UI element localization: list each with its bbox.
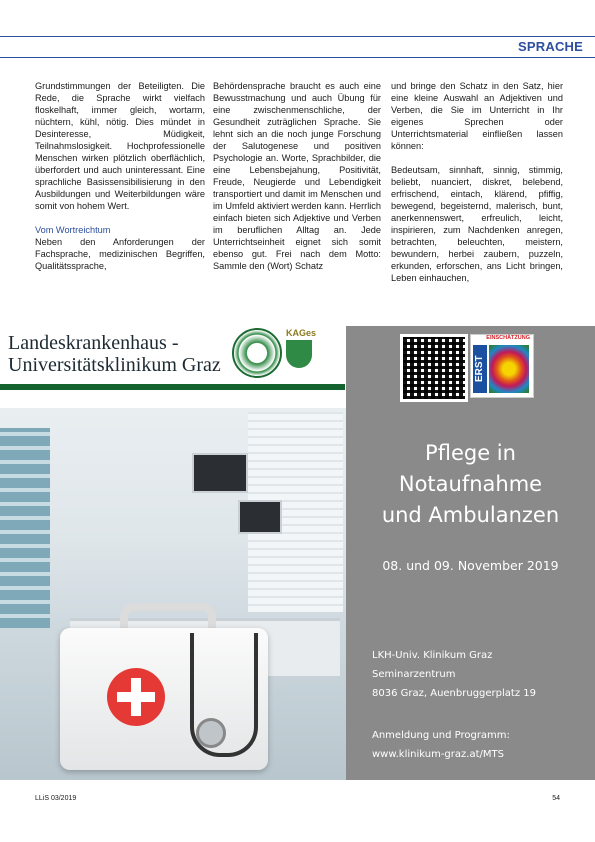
supply-shelf	[0, 428, 50, 628]
advertisement	[0, 326, 595, 780]
page-number: 54	[552, 795, 560, 802]
monitor-icon	[238, 500, 282, 534]
hospital-name-line: Landeskrankenhaus -	[8, 332, 179, 354]
monitor-icon	[192, 453, 248, 493]
article-column-3	[391, 80, 563, 284]
venue-line: Seminarzentrum	[372, 669, 456, 680]
stethoscope-head	[196, 718, 226, 748]
section-rule	[0, 57, 595, 58]
top-rule	[0, 36, 595, 37]
hospital-seal-icon	[232, 328, 282, 378]
article-column-1	[35, 80, 205, 272]
logo-text: ERST	[473, 345, 487, 393]
hospital-name-line: Universitätsklinikum Graz	[8, 354, 221, 376]
event-venue	[372, 646, 582, 703]
ersteinschaetzung-logo	[470, 334, 534, 398]
hospital-name	[8, 332, 221, 376]
article-column-2	[213, 80, 381, 272]
kages-logo	[286, 328, 320, 380]
event-date: 08. und 09. November 2019	[382, 558, 559, 573]
venue-line: 8036 Graz, Auenbruggerplatz 19	[372, 688, 536, 699]
swirl-icon	[489, 345, 529, 393]
paragraph: Bedeutsam, sinnhaft, sinnig, stimmig, beliebt, nuanciert, diskret, belebend, erfrischend, eintach, klärend, pfiffig, bewegend, begeisternd, malerisch, bunt, anerkennenswert, erfreulich, leicht, inspirieren, zum Nachdenken anregen, betrachten, beleuchten, meistern, bewundern, herbei zaubern, puzzeln, erkunden, erforschen, ans Licht bringen, Leben einhauchen,	[391, 165, 563, 283]
shield-icon	[286, 340, 312, 368]
event-title-line: Notaufnahme	[398, 472, 543, 496]
venue-line: LKH-Univ. Klinikum Graz	[372, 650, 493, 661]
cross-bar	[117, 692, 155, 702]
issue-label: LLiS 03/2019	[35, 795, 77, 802]
event-title	[346, 438, 595, 531]
section-title: SPRACHE	[518, 39, 583, 54]
paragraph: Grundstimmungen der Beteiligten. Die Rede, die Sprache wirkt vielfach floskelhaft, immer gleich, wortarm, nüchtern, kühl, nötig. Dies mündet in Desinteresse, Müdigkeit, Teilnahmslosigkeit. Hochprofessionelle Menschen wirken plötzlich oberflächlich, überfordert und auch uninteressant. Eine sprachliche Basissensibilisierung in den Ausbildungen und Weiterbildungen wäre somit von hohem Wert.	[35, 81, 205, 211]
qr-code-icon[interactable]	[400, 334, 468, 402]
paragraph: Neben den Anforderungen der Fachsprache, medizinischen Begriffen, Qualitätssprache,	[35, 237, 205, 271]
kages-text: KAGes	[286, 328, 317, 338]
registration-label: Anmeldung und Programm:	[372, 730, 510, 741]
hospital-bar	[0, 384, 345, 390]
registration-link[interactable]: www.klinikum-graz.at/MTS	[372, 749, 504, 760]
subheading: Vom Wortreichtum	[35, 225, 111, 235]
event-title-line: Pflege in	[425, 441, 516, 465]
logo-text: EINSCHÄTZUNG	[486, 335, 530, 341]
hospital-photo	[0, 408, 346, 780]
paragraph: und bringe den Schatz in den Satz, hier eine kleine Auswahl an Adjektiven und Verben, die Sie im Unterricht in Ihr eigenes Sprechen oder Unterrichtsmaterial einfließen lassen können:	[391, 81, 563, 151]
event-title-line: und Ambulanzen	[381, 503, 560, 527]
registration	[372, 726, 582, 764]
paragraph: Behördensprache braucht es auch eine Bewusstmachung und auch Übung für eine zwischenmenschliche, der Gesundheit zuträglichen Sprache. Sie lehnt sich an die noch junge Forschung der Salutogenese und positiven Psychologie an. Worte, Sprachbilder, die eine Lebensbejahung, Positivität, Freude, Neugierde und Lebendigkeit transportiert und damit im Menschen und im Umfeld aktiviert werden kann. Herrlich einfach bieten sich Adjektive und Verben im beruflichen Alltag an. Jede Unterrichtseinheit eignet sich somit ebenso gut. Frei nach dem Motto: Sammle den (Wort) Schatz	[213, 81, 381, 271]
hospital-header	[0, 326, 345, 404]
